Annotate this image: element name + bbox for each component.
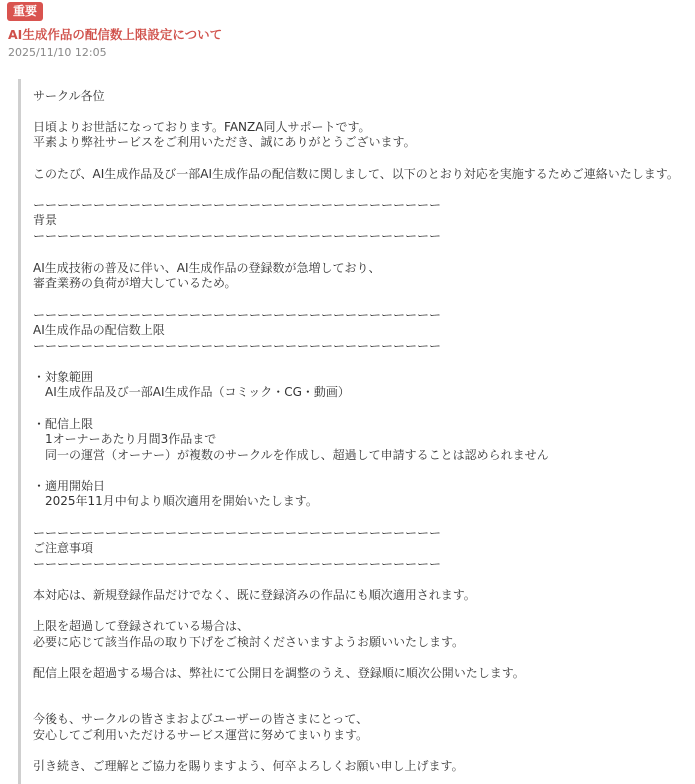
- notice-title-link[interactable]: AI生成作品の配信数上限設定について: [8, 27, 223, 42]
- divider: ーーーーーーーーーーーーーーーーーーーーーーーーーーーーーーーーーー: [33, 308, 442, 322]
- divider: ーーーーーーーーーーーーーーーーーーーーーーーーーーーーーーーーーー: [33, 339, 442, 353]
- divider: ーーーーーーーーーーーーーーーーーーーーーーーーーーーーーーーーーー: [33, 526, 442, 540]
- closing-line-3: 引き続き、ご理解とご協力を賜りますよう、何卒よろしくお願い申し上げます。: [33, 759, 464, 773]
- purpose-line: このたび、AI生成作品及び一部AI生成作品の配信数に関しまして、以下のとおり対応を実施するためご連絡いたします。: [33, 167, 679, 181]
- closing-line-1: 今後も、サークルの皆さまおよびユーザーの皆さまにとって、: [33, 712, 369, 726]
- note-line-2: 上限を超過して登録されている場合は、: [33, 619, 250, 633]
- background-line-1: AI生成技術の普及に伴い、AI生成作品の登録数が急増しており、: [33, 261, 381, 275]
- start-date-label: ・適用開始日: [33, 479, 106, 493]
- intro-line-2: 平素より弊社サービスをご利用いただき、誠にありがとうございます。: [33, 135, 416, 149]
- intro-line-1: 日頃よりお世話になっております。FANZA同人サポートです。: [33, 120, 371, 134]
- limit-label: ・配信上限: [33, 417, 94, 431]
- section-heading-notes: ご注意事項: [33, 541, 94, 555]
- limit-value: 1オーナーあたり月間3作品まで: [45, 432, 217, 446]
- start-date-value: 2025年11月中旬より順次適用を開始いたします。: [45, 494, 318, 508]
- limit-note: 同一の運営（オーナー）が複数のサークルを作成し、超過して申請することは認められません: [45, 448, 549, 462]
- background-line-2: 審査業務の負荷が増大しているため。: [33, 276, 237, 290]
- greeting: サークル各位: [33, 89, 105, 103]
- note-line-3: 必要に応じて該当作品の取り下げをご検討くださいますようお願いいたします。: [33, 635, 465, 649]
- notice-body: [18, 79, 695, 784]
- scope-value: AI生成作品及び一部AI生成作品（コミック・CG・動画）: [45, 385, 350, 399]
- divider: ーーーーーーーーーーーーーーーーーーーーーーーーーーーーーーーーーー: [33, 557, 442, 571]
- scope-label: ・対象範囲: [33, 370, 94, 384]
- section-heading-limit: AI生成作品の配信数上限: [33, 323, 165, 337]
- closing-line-2: 安心してご利用いただけるサービス運営に努めてまいります。: [33, 728, 369, 742]
- divider: ーーーーーーーーーーーーーーーーーーーーーーーーーーーーーーーーーー: [33, 198, 442, 212]
- important-badge: 重要: [7, 2, 43, 21]
- section-heading-background: 背景: [33, 213, 58, 227]
- notice-date: 2025/11/10 12:05: [8, 46, 107, 59]
- note-line-1: 本対応は、新規登録作品だけでなく、既に登録済みの作品にも順次適用されます。: [33, 588, 476, 602]
- note-line-4: 配信上限を超過する場合は、弊社にて公開日を調整のうえ、登録順に順次公開いたします。: [33, 666, 525, 680]
- divider: ーーーーーーーーーーーーーーーーーーーーーーーーーーーーーーーーーー: [33, 229, 442, 243]
